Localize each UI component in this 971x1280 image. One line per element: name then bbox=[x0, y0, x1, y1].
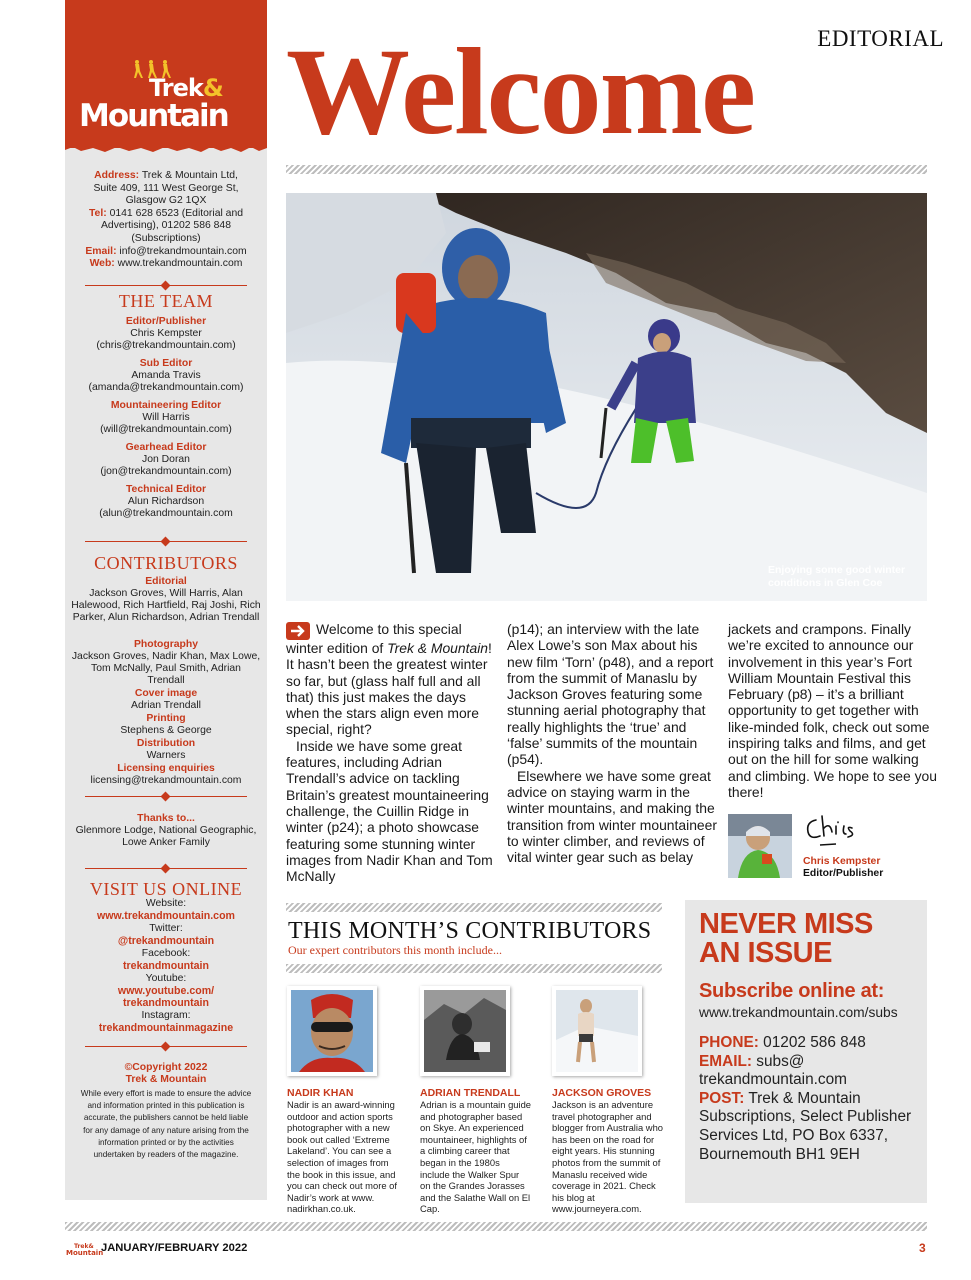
credit-label: Distribution bbox=[136, 738, 196, 749]
credit-label: Photography bbox=[133, 639, 199, 650]
page-title: Welcome bbox=[286, 23, 755, 160]
twitter-link[interactable]: @trekandmountain bbox=[117, 935, 215, 947]
section-divider bbox=[85, 793, 247, 801]
contributor-photo bbox=[420, 986, 510, 1076]
team-email[interactable]: (jon@trekandmountain.com) bbox=[100, 466, 232, 477]
credit-label: Cover image bbox=[134, 688, 198, 699]
credit-value[interactable]: licensing@trekandmountain.com bbox=[90, 775, 242, 786]
contributors-title: THIS MONTH’S CONTRIBUTORS bbox=[288, 918, 652, 944]
team-name: Will Harris bbox=[142, 412, 190, 423]
article-paragraph: jackets and crampons. Finally we’re excited to announce our involvement in this year’s Fort William Mountain Festival this February (p8) – it’s a brilliant opportunity to get together with like-minded folk, check out some inspiring talks and films, and get out on the hill for some walking and climbing. We hope to see you there! bbox=[728, 621, 938, 800]
section-divider bbox=[85, 1043, 247, 1051]
subscribe-post-address: Trek & Mountain Subscriptions, Select Publisher Services Ltd, PO Box 6337, Bournemouth BH1 9EH bbox=[699, 1089, 912, 1163]
editor-avatar bbox=[728, 814, 792, 878]
subscribe-box bbox=[685, 900, 927, 1203]
team-name: Chris Kempster bbox=[130, 328, 202, 339]
team-role: Technical Editor bbox=[125, 484, 207, 495]
arrow-right-icon bbox=[286, 622, 310, 640]
team-email[interactable]: (alun@trekandmountain.com bbox=[99, 508, 233, 519]
contributor-name: ADRIAN TRENDALL bbox=[420, 1087, 521, 1099]
team-role: Mountaineering Editor bbox=[110, 400, 222, 411]
subscribe-email-link[interactable]: subs@ trekandmountain.com bbox=[699, 1052, 847, 1089]
online-label: Facebook: bbox=[141, 948, 191, 959]
thanks-value: Glenmore Lodge, National Geographic, bbox=[75, 825, 257, 836]
section-divider bbox=[85, 282, 247, 290]
credit-value: Tom McNally, Paul Smith, Adrian bbox=[91, 663, 241, 674]
subscribe-heading: NEVER MISS AN ISSUE bbox=[699, 908, 873, 969]
climbers-in-snow-image bbox=[286, 193, 927, 601]
subscribe-online-label: Subscribe online at: bbox=[699, 980, 885, 1002]
editor-name: Chris Kempster bbox=[803, 856, 881, 867]
hatch-divider bbox=[286, 964, 662, 973]
team-email[interactable]: (will@trekandmountain.com) bbox=[100, 424, 232, 435]
subscribe-contact-details: PHONE: 01202 586 848 EMAIL: subs@ trekandmountain.com POST: Trek & Mountain Subscriptions, Select Publisher Services Ltd, PO Box 6337, Bournemouth BH1 9EH bbox=[699, 1034, 912, 1163]
youtube-link-cont[interactable]: trekandmountain bbox=[123, 997, 209, 1009]
hatch-divider bbox=[65, 1222, 927, 1231]
subscribe-phone: 01202 586 848 bbox=[763, 1034, 866, 1051]
team-role: Gearhead Editor bbox=[125, 442, 207, 453]
credit-label: Printing bbox=[146, 713, 186, 724]
disclaimer: While every effort is made to ensure the advice and information printed in this publication is accurate, the publishers cannot be held liable for any damage of any nature arising from the information printed or by the activities undertaken by readers of the magazine. bbox=[80, 1089, 252, 1160]
subscribe-url-link[interactable]: www.trekandmountain.com/subs bbox=[699, 1005, 898, 1020]
issue-date: JANUARY/FEBRUARY 2022 bbox=[101, 1242, 248, 1254]
article-paragraph: Inside we have some great features, including Adrian Trendall’s advice on tackling Britain’s greatest mountaineering challenge, the Cuillin Ridge in winter (p24); a photo showcase featuring some stunning winter images from Nadir Khan and Tom McNally bbox=[286, 737, 493, 885]
contributor-bio: Nadir is an award-winning outdoor and action sports photographer with a new book out called ‘Extreme Lakeland’. You can see a selection of images from the book in this issue, and you can check out more of Nadir’s work at www. nadirkhan.co.uk. bbox=[287, 1099, 397, 1215]
credit-value: Parker, Alun Richardson, Adrian Trendall bbox=[72, 612, 260, 623]
section-divider bbox=[85, 865, 247, 873]
credit-label: Editorial bbox=[145, 576, 187, 587]
footer-logo bbox=[66, 1242, 104, 1257]
online-label: Website: bbox=[145, 898, 187, 909]
copyright-line: Trek & Mountain bbox=[125, 1074, 207, 1085]
credit-label: Licensing enquiries bbox=[117, 763, 215, 774]
team-email[interactable]: (amanda@trekandmountain.com) bbox=[88, 382, 244, 393]
torn-edge-decoration bbox=[65, 142, 267, 154]
credit-value: Stephens & George bbox=[120, 725, 212, 736]
team-role: Sub Editor bbox=[139, 358, 193, 369]
contact-email-link[interactable]: info@trekandmountain.com bbox=[119, 245, 247, 257]
team-email[interactable]: (chris@trekandmountain.com) bbox=[96, 340, 236, 351]
address-block: Address: Trek & Mountain Ltd, Suite 409, 111 West George St, Glasgow G2 1QX Tel: 0141 628 6523 (Editorial and Advertising), 01202 586 848 (Subscriptions) Email: info@trekandmountain.com Web: www.trekandmountain.com bbox=[85, 170, 247, 270]
credit-value: Trendall bbox=[147, 675, 185, 686]
contributor-photo bbox=[287, 986, 377, 1076]
online-label: Twitter: bbox=[149, 923, 183, 934]
youtube-link[interactable]: www.youtube.com/ bbox=[117, 985, 215, 997]
team-name: Amanda Travis bbox=[131, 370, 201, 381]
photo-caption: Enjoying some good winter conditions in Glen Coe bbox=[768, 564, 906, 589]
article-paragraph: (p14); an interview with the late Alex Lowe’s son Max about his new film ‘Torn’ (p48), and a report from the summit of Manaslu by Jackson Groves featuring some stunning aerial photography that really highlights the ‘true’ and ‘false’ summits of the mountain (p54). bbox=[507, 621, 714, 768]
article-column-3 bbox=[728, 621, 940, 800]
svg-text:Trek&: Trek& bbox=[74, 1243, 94, 1250]
article-column-1 bbox=[286, 621, 498, 884]
logo-trek-text: Trek& bbox=[149, 74, 223, 102]
credit-value: Adrian Trendall bbox=[131, 700, 201, 711]
facebook-link[interactable]: trekandmountain bbox=[123, 960, 209, 972]
credit-value: Warners bbox=[146, 750, 186, 761]
hero-photo bbox=[286, 193, 927, 601]
contributors-subtitle: Our expert contributors this month include... bbox=[288, 943, 502, 957]
masthead-logo bbox=[65, 0, 267, 148]
team-heading: THE TEAM bbox=[118, 291, 214, 311]
section-divider bbox=[85, 538, 247, 546]
hatch-divider bbox=[286, 165, 927, 174]
thanks-label: Thanks to... bbox=[137, 813, 195, 824]
online-heading: VISIT US ONLINE bbox=[89, 879, 243, 899]
contributor-bio: Adrian is a mountain guide and photographer based on Skye. An experienced mountaineer, highlights of a climbing career that began in the 1980s include the Walker Spur on the Grandes Jorasses and the Salathe Wall on El Cap. bbox=[420, 1099, 532, 1215]
copyright-line: ©Copyright 2022 bbox=[124, 1062, 208, 1073]
online-label: Youtube: bbox=[145, 973, 187, 984]
contributor-name: NADIR KHAN bbox=[287, 1087, 354, 1099]
online-label: Instagram: bbox=[141, 1010, 191, 1021]
team-role: Editor/Publisher bbox=[125, 316, 207, 327]
credit-value: Halewood, Rich Hartfield, Raj Joshi, Rich bbox=[71, 600, 261, 611]
contributor-bio: Jackson is an adventure travel photographer and blogger from Australia who has been on the road for eight years. His stunning photos from the summit of Manaslu received wide coverage in 2021. Check his blog at www.journeyera.com. bbox=[552, 1099, 663, 1215]
article-paragraph: Welcome to this special winter edition of Trek & Mountain! It hasn’t been the greatest winter so far, but (glass half full and all that) this just makes the days when the stars align even more special, right? bbox=[286, 621, 492, 738]
hatch-divider bbox=[286, 903, 662, 912]
thanks-value: Lowe Anker Family bbox=[122, 837, 210, 848]
website-link[interactable]: www.trekandmountain.com bbox=[97, 910, 235, 922]
editor-signature bbox=[802, 810, 872, 852]
svg-text:Mountain: Mountain bbox=[66, 1249, 104, 1257]
article-column-2 bbox=[507, 621, 719, 865]
logo-mountain-text: Mountain bbox=[79, 98, 228, 134]
team-name: Alun Richardson bbox=[127, 496, 205, 507]
contributor-name: JACKSON GROVES bbox=[552, 1087, 652, 1099]
instagram-link[interactable]: trekandmountainmagazine bbox=[98, 1022, 234, 1034]
team-name: Jon Doran bbox=[142, 454, 190, 465]
contact-web-link[interactable]: www.trekandmountain.com bbox=[117, 258, 243, 270]
article-paragraph: Elsewhere we have some great advice on staying warm in the winter mountains, and making the transition from winter mountaineer to winter climber, and reviews of vital winter gear such as belay bbox=[507, 767, 717, 866]
page-number: 3 bbox=[919, 1241, 926, 1255]
credit-value: Jackson Groves, Nadir Khan, Max Lowe, bbox=[71, 651, 261, 662]
contributors-heading: CONTRIBUTORS bbox=[94, 553, 238, 573]
contributor-photo bbox=[552, 986, 642, 1076]
editor-role: Editor/Publisher bbox=[803, 868, 884, 879]
sidebar bbox=[65, 0, 267, 1200]
credit-value: Jackson Groves, Will Harris, Alan bbox=[89, 588, 243, 599]
section-label: EDITORIAL bbox=[817, 26, 944, 51]
